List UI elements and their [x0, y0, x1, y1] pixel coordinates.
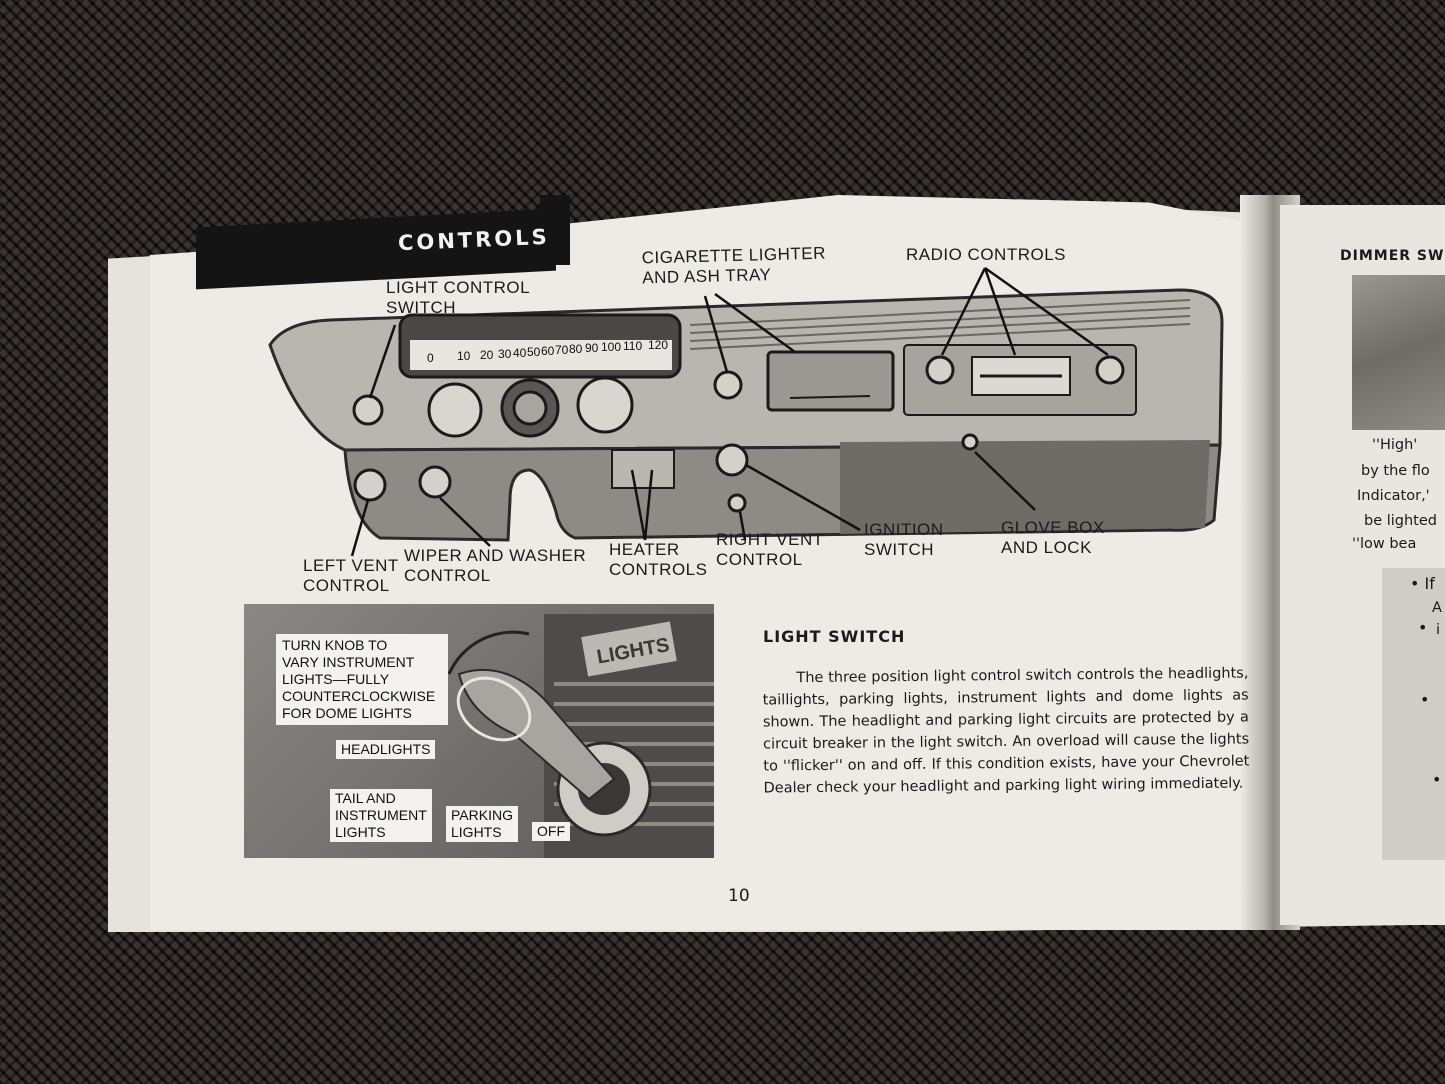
callout-radio-controls: RADIO CONTROLS	[906, 245, 1067, 264]
photo-label-parking: PARKING LIGHTS	[446, 806, 518, 842]
callout-left-vent: LEFT VENT CONTROL	[303, 556, 399, 595]
right-page-line: by the flo	[1361, 463, 1430, 479]
right-page-photo	[1352, 275, 1445, 430]
speed-tick: 110	[623, 339, 643, 353]
callout-wiper-washer: WIPER AND WASHER CONTROL	[404, 546, 587, 585]
bullet-fragment: If	[1424, 574, 1435, 593]
right-page-title: DIMMER SW	[1340, 248, 1445, 264]
section-title-light-switch: LIGHT SWITCH	[763, 627, 906, 646]
speed-tick: 50	[527, 345, 541, 359]
right-page-line: ''High'	[1372, 437, 1418, 453]
heater-controls-panel	[612, 450, 674, 488]
speed-tick: 70	[555, 343, 569, 357]
photo-label-headlights: HEADLIGHTS	[336, 740, 435, 759]
callout-cigarette-lighter: CIGARETTE LIGHTER AND ASH TRAY	[641, 243, 827, 288]
speed-tick: 60	[541, 344, 555, 358]
speed-tick: 20	[480, 348, 494, 362]
right-page-line: i	[1436, 622, 1441, 638]
right-page-bullet: •	[1418, 618, 1428, 637]
speed-tick: 90	[585, 341, 599, 355]
page-title: CONTROLS	[397, 224, 551, 256]
speed-tick: 10	[457, 349, 471, 363]
gauges	[429, 378, 632, 436]
speed-tick: 0	[427, 351, 434, 365]
right-page-line: A	[1432, 600, 1442, 616]
photo-note-turn-knob: TURN KNOB TO VARY INSTRUMENT LIGHTS—FULLY COUNTERCLOCKWISE FOR DOME LIGHTS	[276, 634, 448, 725]
speed-tick: 120	[648, 338, 669, 352]
right-page-bullet: •	[1420, 690, 1430, 709]
page-number: 10	[728, 886, 750, 906]
speed-tick: 100	[601, 340, 622, 354]
photo-label-off: OFF	[532, 822, 570, 841]
lights-plate-text: LIGHTS	[595, 634, 672, 669]
callout-light-control-switch: LIGHT CONTROL SWITCH	[386, 278, 531, 317]
speed-tick: 40	[513, 346, 527, 360]
photo-label-tail-instrument: TAIL AND INSTRUMENT LIGHTS	[330, 789, 432, 842]
right-page-line: ''low bea	[1352, 536, 1417, 552]
right-page-bullet: • If	[1410, 574, 1435, 593]
speed-tick: 80	[569, 342, 583, 356]
right-page-line: Indicator,'	[1357, 488, 1430, 504]
section-body-text: The three position light control switch controls the headlights, taillights, parking lights, instrument lights and dome lights as shown. The headlight and parking light circuits are protected by a circuit breaker in the light switch. An overload will cause the lights to ''flicker'' on and off. If this condition exists, have your Chevrolet Dealer check your headlight and parking light wiring immediately.	[762, 665, 1250, 797]
callout-ignition-switch: IGNITION SWITCH	[864, 520, 944, 559]
callout-right-vent: RIGHT VENT CONTROL	[716, 530, 824, 569]
right-page-line: be lighted	[1364, 513, 1437, 529]
ash-tray	[768, 352, 893, 410]
rotate-arrow	[449, 632, 529, 674]
right-page-bullet: •	[1432, 770, 1442, 789]
callout-heater-controls: HEATER CONTROLS	[609, 540, 708, 579]
callout-glove-box: GLOVE BOX AND LOCK	[1001, 518, 1105, 557]
speed-tick: 30	[498, 347, 512, 361]
